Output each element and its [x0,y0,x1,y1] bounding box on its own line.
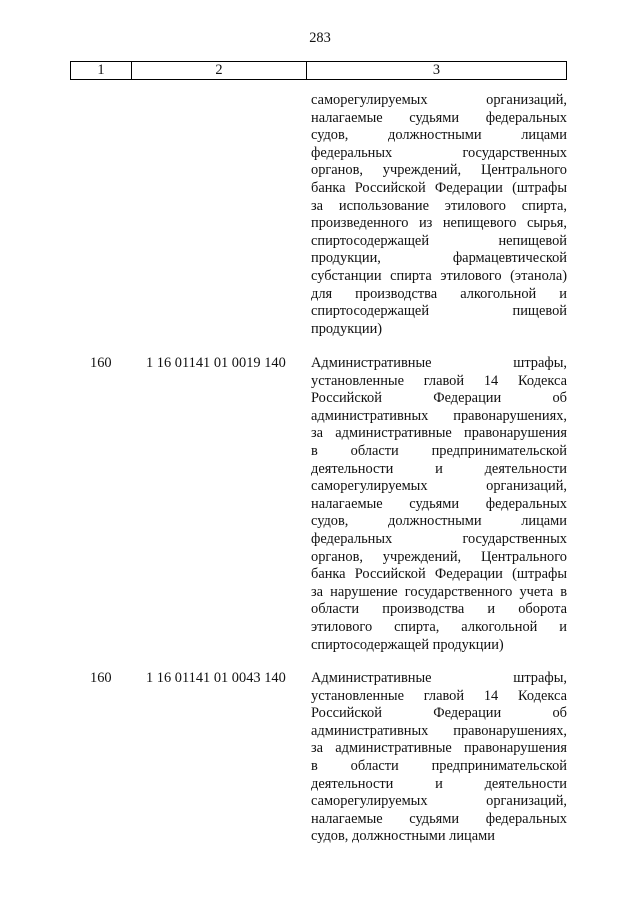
description-line: органов, учреждений, Центрального [311,162,567,179]
budget-code: 1 16 01141 01 0043 140 [146,670,286,686]
description-line: органов, учреждений, Центрального [311,548,567,565]
description-line: области производства и оборота [311,601,567,618]
description-line: Российской Федерации об [311,390,567,407]
description-line: налагаемые судьями федеральных [311,810,567,827]
description-line: деятельности и деятельности [311,775,567,792]
row-number: 160 [90,355,112,371]
description-line: федеральных государственных [311,144,567,161]
description-line: спиртосодержащей продукции) [311,636,504,653]
description-line: банка Российской Федерации (штрафы [311,179,567,196]
header-col-2: 2 [132,62,307,79]
description-line: за использование этилового спирта, [311,197,567,214]
header-col-1: 1 [71,62,132,79]
description-line: саморегулируемых организаций, [311,92,567,108]
description-line: для производства алкогольной и [311,285,567,302]
row-number: 160 [90,670,112,686]
description-line: судов, должностными лицами [311,828,495,845]
description-line: в области предпринимательской [311,757,567,774]
description-line: административных правонарушениях, [311,407,567,424]
page-number: 283 [309,30,331,46]
description-line: саморегулируемых организаций, [311,478,567,495]
description-line: налагаемые судьями федеральных [311,495,567,512]
description-line: судов, должностными лицами [311,513,567,530]
description-line: установленные главой 14 Кодекса [311,687,567,704]
description-line: саморегулируемых организаций, [311,793,567,810]
description-line: Административные штрафы, [311,355,567,371]
description-line: за нарушение государственного учета в [311,583,567,600]
description-line: произведенного из непищевого сырья, [311,215,567,232]
description-line: банка Российской Федерации (штрафы [311,566,567,583]
description-line: деятельности и деятельности [311,460,567,477]
row-description [311,355,567,654]
description-line: продукции, фармацевтической [311,250,567,267]
description-line: спиртосодержащей непищевой [311,232,567,249]
description-line: Административные штрафы, [311,670,567,686]
description-line: установленные главой 14 Кодекса [311,372,567,389]
budget-code: 1 16 01141 01 0019 140 [146,355,286,371]
description-line: за административные правонарушения [311,425,567,442]
description-line: за административные правонарушения [311,740,567,757]
description-line: налагаемые судьями федеральных [311,109,567,126]
row-description [311,670,567,846]
description-line: этилового спирта, алкогольной и [311,618,567,635]
description-line: федеральных государственных [311,530,567,547]
description-line: Российской Федерации об [311,705,567,722]
continued-description [311,92,567,338]
description-line: субстанции спирта этилового (этанола) [311,267,567,284]
header-col-3: 3 [432,62,441,78]
description-line: спиртосодержащей пищевой [311,303,567,320]
description-line: продукции) [311,320,383,337]
table-header-row [70,61,567,80]
description-line: в области предпринимательской [311,442,567,459]
description-line: административных правонарушениях, [311,722,567,739]
description-line: судов, должностными лицами [311,127,567,144]
